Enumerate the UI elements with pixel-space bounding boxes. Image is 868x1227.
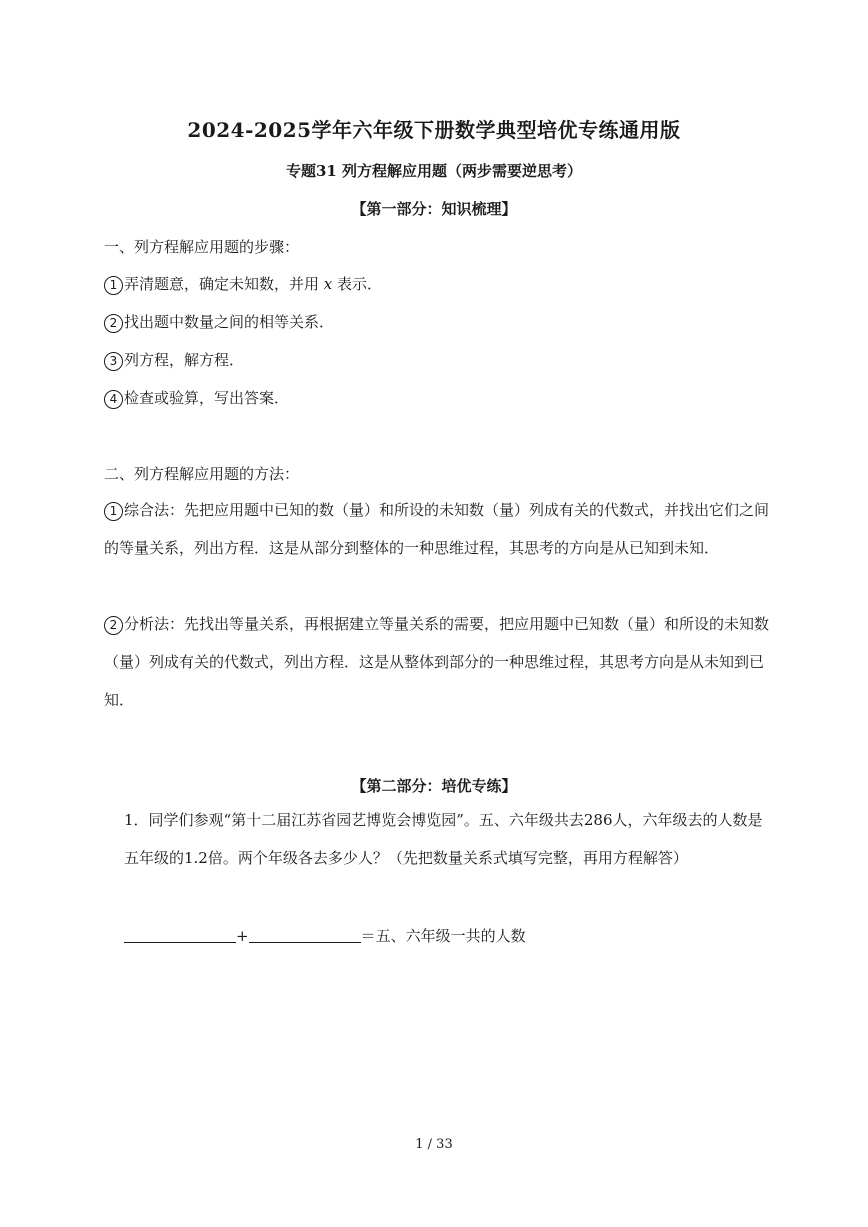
step-4-text: 检查或验算，写出答案．: [124, 389, 290, 407]
step-number-3: 3: [104, 352, 123, 371]
section1-heading: 一、列方程解应用题的步骤：: [104, 238, 300, 256]
part2-heading: 【第二部分：培优专练】: [351, 777, 517, 795]
page-number: 1 / 33: [415, 1137, 453, 1152]
variable-x: x: [323, 275, 333, 293]
method-2-text: 分析法：先找出等量关系，再根据建立等量关系的需要，把应用题中已知数（量）和所设的未知数（量）列成有关的代数式，列出方程．这是从整体到部分的一种思维过程，其思考方向是从未知到已知．: [104, 615, 770, 709]
method-1: [104, 491, 772, 567]
answer-blank-2[interactable]: [249, 926, 361, 943]
plus-sign: +: [236, 927, 249, 945]
step-2-text: 找出题中数量之间的相等关系．: [124, 313, 335, 331]
step-number-2: 2: [104, 314, 123, 333]
method-1-text: 综合法：先把应用题中已知的数（量）和所设的未知数（量）列成有关的代数式，并找出它们之间的等量关系，列出方程．这是从部分到整体的一种思维过程，其思考的方向是从已知到未知．: [104, 501, 770, 557]
step-2: [104, 311, 334, 333]
document-subtitle: 专题31 列方程解应用题（两步需要逆思考）: [285, 162, 583, 180]
step-1: [104, 273, 382, 295]
step-4: [104, 387, 289, 409]
step-3-text: 列方程，解方程．: [124, 351, 245, 369]
document-title: 2024-2025学年六年级下册数学典型培优专练通用版: [187, 118, 681, 142]
step-1-text-a: 弄清题意，确定未知数，并用: [124, 275, 320, 293]
equation-tail: ＝五、六年级一共的人数: [360, 927, 526, 945]
answer-blank-1[interactable]: [124, 926, 236, 943]
step-3: [104, 349, 244, 371]
method-number-2: 2: [104, 616, 123, 635]
method-number-1: 1: [104, 502, 123, 521]
part1-heading: 【第一部分：知识梳理】: [351, 200, 517, 218]
step-1-text-b: 表示．: [337, 275, 383, 293]
method-2: [104, 605, 772, 719]
step-number-1: 1: [104, 276, 123, 295]
step-number-4: 4: [104, 390, 123, 409]
question-1-text: 1．同学们参观“第十二届江苏省园艺博览会博览园”。五、六年级共去286人，六年级去的人数是五年级的1.2倍。两个年级各去多少人？（先把数量关系式填写完整，再用方程解答）: [124, 811, 763, 867]
question-1-equation: [124, 925, 526, 946]
section2-heading: 二、列方程解应用题的方法：: [104, 465, 300, 483]
